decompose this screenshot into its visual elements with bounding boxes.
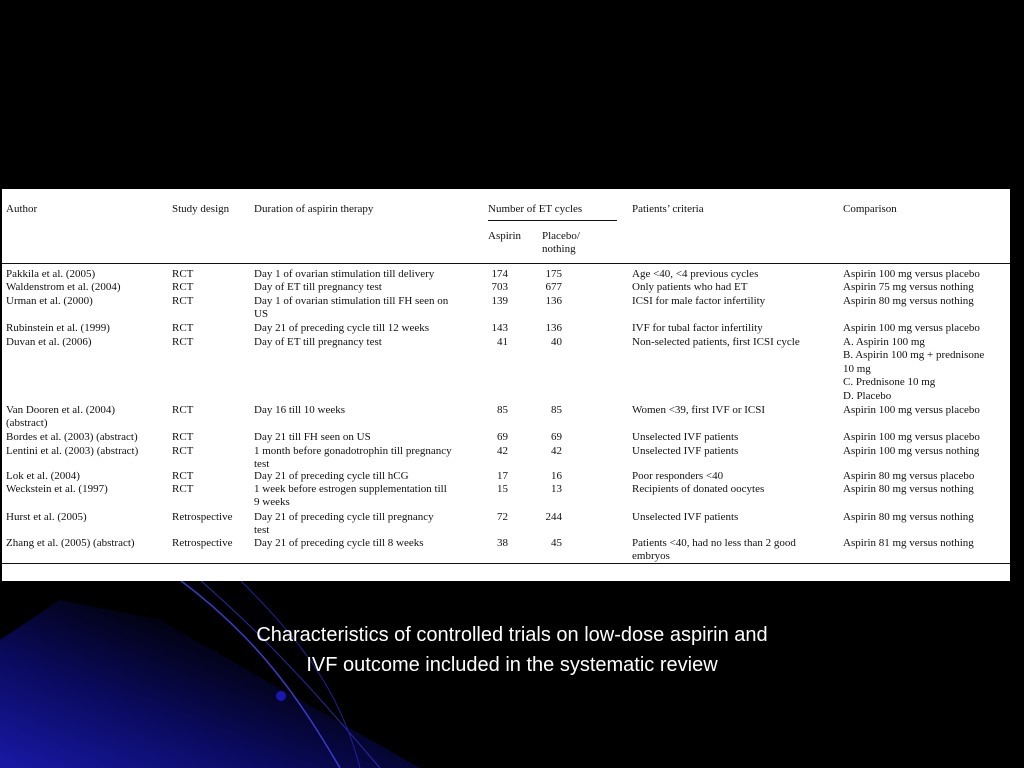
header-aspirin: Aspirin bbox=[488, 230, 521, 242]
cell-duration: Day 16 till 10 weeks bbox=[254, 404, 346, 416]
cell-placebo: 40 bbox=[551, 336, 562, 348]
cell-placebo: 45 bbox=[551, 537, 562, 549]
cell-design: RCT bbox=[172, 268, 194, 280]
cell-aspirin: 72 bbox=[497, 511, 508, 523]
cell-comparison: B. Aspirin 100 mg + prednisone bbox=[843, 349, 985, 362]
cell-design: RCT bbox=[172, 295, 194, 307]
cell-aspirin: 703 bbox=[491, 281, 508, 293]
cell-duration: US bbox=[254, 308, 269, 320]
header-study-design: Study design bbox=[172, 203, 230, 215]
cell-criteria: Unselected IVF patients bbox=[632, 445, 739, 457]
cell-placebo: 13 bbox=[551, 483, 562, 495]
cell-design: Retrospective bbox=[172, 511, 233, 523]
cell-comparison: 10 mg bbox=[843, 362, 871, 375]
cell-criteria: IVF for tubal factor infertility bbox=[632, 322, 763, 334]
table-image-panel bbox=[2, 187, 1010, 581]
cell-comparison: Aspirin 100 mg versus placebo bbox=[843, 322, 980, 334]
cell-duration: Day 21 of preceding cycle till hCG bbox=[254, 470, 409, 482]
cell-aspirin: 15 bbox=[497, 483, 508, 495]
cell-design: RCT bbox=[172, 431, 194, 443]
cell-placebo: 16 bbox=[551, 470, 562, 482]
cell-comparison: C. Prednisone 10 mg bbox=[843, 376, 936, 389]
cell-comparison: Aspirin 100 mg versus placebo bbox=[843, 404, 980, 416]
cell-placebo: 85 bbox=[551, 404, 562, 416]
cell-aspirin: 17 bbox=[497, 470, 508, 482]
cell-duration: Day of ET till pregnancy test bbox=[254, 281, 382, 293]
cell-placebo: 69 bbox=[551, 431, 562, 443]
cell-criteria: Recipients of donated oocytes bbox=[632, 483, 765, 495]
cell-duration: 1 month before gonadotrophin till pregnancy bbox=[254, 445, 452, 457]
cell-criteria: Patients <40, had no less than 2 good bbox=[632, 537, 796, 549]
cell-author: Weckstein et al. (1997) bbox=[6, 483, 108, 495]
cell-placebo: 677 bbox=[545, 281, 562, 293]
cell-comparison: Aspirin 75 mg versus nothing bbox=[843, 281, 974, 293]
cell-duration: Day 1 of ovarian stimulation till delivery bbox=[254, 268, 435, 280]
cell-duration: Day 21 of preceding cycle till pregnancy bbox=[254, 511, 434, 523]
cell-comparison: D. Placebo bbox=[843, 389, 892, 402]
cell-author: Zhang et al. (2005) (abstract) bbox=[6, 537, 135, 549]
caption-line: Characteristics of controlled trials on low-dose aspirin and bbox=[256, 624, 768, 646]
cell-criteria: Women <39, first IVF or ICSI bbox=[632, 404, 766, 416]
cell-author: (abstract) bbox=[6, 417, 48, 429]
cell-criteria: Non-selected patients, first ICSI cycle bbox=[632, 336, 800, 348]
cell-comparison: Aspirin 100 mg versus nothing bbox=[843, 445, 980, 457]
cell-duration: Day 21 of preceding cycle till 12 weeks bbox=[254, 322, 430, 334]
cell-design: RCT bbox=[172, 445, 194, 457]
cell-author: Bordes et al. (2003) (abstract) bbox=[6, 431, 138, 443]
cell-aspirin: 38 bbox=[497, 537, 508, 549]
cell-author: Van Dooren et al. (2004) bbox=[6, 404, 116, 416]
cell-placebo: 42 bbox=[551, 445, 562, 457]
cell-criteria: Only patients who had ET bbox=[632, 281, 748, 293]
cell-author: Urman et al. (2000) bbox=[6, 295, 93, 307]
cell-criteria: embryos bbox=[632, 550, 670, 562]
slide-caption bbox=[112, 620, 912, 680]
cell-criteria: ICSI for male factor infertility bbox=[632, 295, 766, 307]
header-duration: Duration of aspirin therapy bbox=[254, 203, 374, 215]
cell-aspirin: 69 bbox=[497, 431, 508, 443]
cell-author: Pakkila et al. (2005) bbox=[6, 268, 96, 280]
cell-author: Lentini et al. (2003) (abstract) bbox=[6, 445, 139, 457]
cell-design: RCT bbox=[172, 404, 194, 416]
cell-aspirin: 143 bbox=[491, 322, 508, 334]
cell-design: Retrospective bbox=[172, 537, 233, 549]
cell-comparison: Aspirin 80 mg versus nothing bbox=[843, 295, 974, 307]
cell-placebo: 244 bbox=[545, 511, 562, 523]
cell-design: RCT bbox=[172, 336, 194, 348]
cell-duration: Day 1 of ovarian stimulation till FH seen on bbox=[254, 295, 449, 307]
table-rule bbox=[2, 263, 1010, 264]
cell-author: Rubinstein et al. (1999) bbox=[6, 322, 110, 334]
cell-comparison: Aspirin 100 mg versus placebo bbox=[843, 431, 980, 443]
cell-duration: Day 21 till FH seen on US bbox=[254, 431, 371, 443]
cell-author: Waldenstrom et al. (2004) bbox=[6, 281, 121, 293]
cell-comparison: Aspirin 81 mg versus nothing bbox=[843, 537, 974, 549]
cell-aspirin: 42 bbox=[497, 445, 508, 457]
cell-design: RCT bbox=[172, 322, 194, 334]
header-author: Author bbox=[6, 203, 38, 215]
cell-comparison: Aspirin 80 mg versus placebo bbox=[843, 470, 975, 482]
table-rule bbox=[2, 563, 1010, 564]
cell-criteria: Poor responders <40 bbox=[632, 470, 724, 482]
cell-duration: Day of ET till pregnancy test bbox=[254, 336, 382, 348]
cell-author: Duvan et al. (2006) bbox=[6, 336, 92, 348]
cell-duration: 1 week before estrogen supplementation till bbox=[254, 483, 447, 495]
cell-aspirin: 174 bbox=[491, 268, 508, 280]
cell-duration: test bbox=[254, 524, 270, 536]
cell-aspirin: 139 bbox=[491, 295, 508, 307]
cell-comparison: A. Aspirin 100 mg bbox=[843, 336, 925, 348]
header-placebo: Placebo/ bbox=[542, 230, 580, 242]
cell-duration: test bbox=[254, 458, 270, 470]
header-et-cycles: Number of ET cycles bbox=[488, 203, 583, 215]
cell-author: Lok et al. (2004) bbox=[6, 470, 80, 482]
caption-line: IVF outcome included in the systematic review bbox=[306, 654, 718, 676]
cell-criteria: Unselected IVF patients bbox=[632, 511, 739, 523]
cell-placebo: 136 bbox=[545, 322, 562, 334]
cell-design: RCT bbox=[172, 281, 194, 293]
header-placebo: nothing bbox=[542, 243, 576, 255]
cell-aspirin: 85 bbox=[497, 404, 508, 416]
cell-design: RCT bbox=[172, 470, 194, 482]
cell-duration: 9 weeks bbox=[254, 496, 290, 508]
cell-author: Hurst et al. (2005) bbox=[6, 511, 87, 523]
cell-criteria: Age <40, <4 previous cycles bbox=[632, 268, 759, 280]
cell-comparison: Aspirin 80 mg versus nothing bbox=[843, 483, 974, 495]
header-criteria: Patients’ criteria bbox=[632, 203, 704, 215]
cell-placebo: 175 bbox=[545, 268, 562, 280]
cell-duration: Day 21 of preceding cycle till 8 weeks bbox=[254, 537, 424, 549]
cell-design: RCT bbox=[172, 483, 194, 495]
trials-table bbox=[2, 189, 1010, 581]
cell-criteria: Unselected IVF patients bbox=[632, 431, 739, 443]
cell-aspirin: 41 bbox=[497, 336, 508, 348]
cell-placebo: 136 bbox=[545, 295, 562, 307]
table-rule bbox=[488, 220, 617, 221]
cell-comparison: Aspirin 80 mg versus nothing bbox=[843, 511, 974, 523]
header-comparison: Comparison bbox=[843, 203, 897, 215]
cell-comparison: Aspirin 100 mg versus placebo bbox=[843, 268, 980, 280]
bullet-dot bbox=[276, 691, 286, 701]
